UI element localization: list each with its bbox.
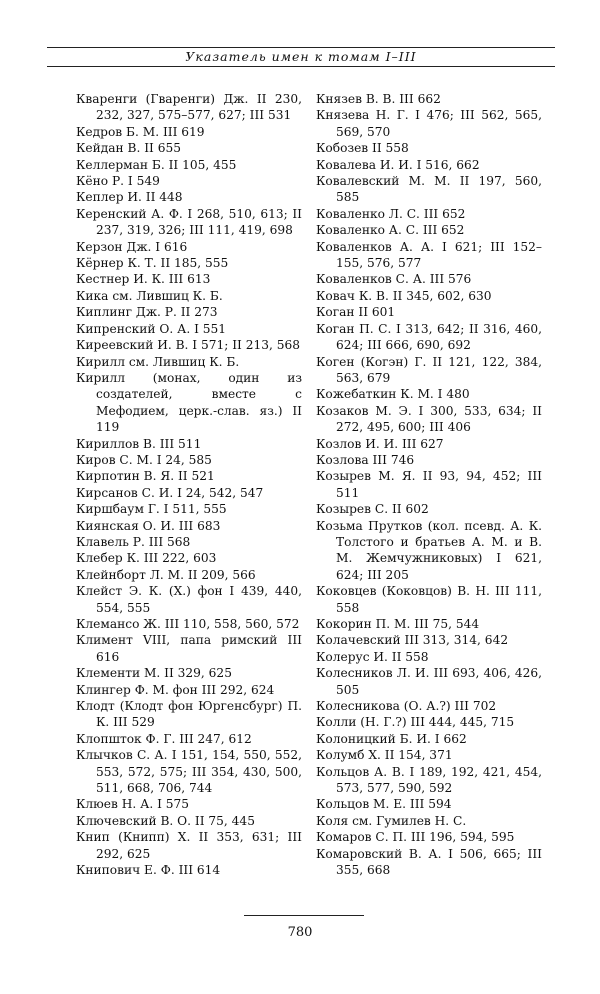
- index-entry: Киров С. М. I 24, 585: [76, 452, 212, 467]
- index-entry: Книпович Е. Ф. III 614: [76, 863, 221, 878]
- index-entry: Коган П. С. I 313, 642; II 316, 460, 624; III 666, 690, 692: [316, 321, 542, 353]
- index-entry: Клингер Ф. М. фон III 292, 624: [76, 682, 275, 697]
- running-head: [47, 48, 555, 66]
- index-entry: Ковалева И. И. I 516, 662: [316, 157, 480, 172]
- index-entry: Коган II 601: [316, 305, 396, 320]
- index-entry: Колесников Л. И. III 693, 406, 426, 505: [316, 666, 542, 697]
- index-entry: Кёно Р. I 549: [76, 174, 160, 189]
- index-entry: Козлов И. И. III 627: [316, 436, 444, 451]
- index-entry: Козаков М. Э. I 300, 533, 634; II 272, 495, 600; III 406: [316, 403, 542, 435]
- index-entry: Кирилл (монах, один из создателей, вместе с Мефодием, церк.-слав. яз.) II 119: [76, 370, 302, 435]
- index-entry: Ковач К. В. II 345, 602, 630: [316, 288, 492, 303]
- index-entry: Клейнборт Л. М. II 209, 566: [76, 567, 256, 582]
- index-entry: Кириллов В. III 511: [76, 436, 202, 451]
- footer-rule: [244, 915, 364, 916]
- index-entry: Колумб Х. II 154, 371: [316, 748, 453, 763]
- index-entry: Козлова III 746: [316, 452, 415, 467]
- index-entry: Кёрнер К. Т. II 185, 555: [76, 256, 229, 271]
- index-entry: Клычков С. А. I 151, 154, 550, 552, 553, 572, 575; III 354, 430, 500, 511, 668, 706, 744: [76, 748, 302, 796]
- index-entry: Климент VIII, папа римский III 616: [76, 633, 302, 664]
- running-head-title: Указатель имен к томам I–III: [177, 49, 424, 64]
- index-entry: Кобозев II 558: [316, 141, 409, 156]
- index-entry: Клейст Э. К. (Х.) фон I 439, 440, 554, 555: [76, 584, 302, 615]
- index-entry: Кольцов М. Е. III 594: [316, 797, 452, 812]
- index-entry: Киянская О. И. III 683: [76, 518, 221, 533]
- index-entry: Князева Н. Г. I 476; III 562, 565, 569, 570: [316, 108, 542, 139]
- index-entry: Киплинг Дж. Р. II 273: [76, 305, 218, 320]
- index-entry: Коген (Когэн) Г. II 121, 122, 384, 563, 679: [316, 354, 542, 385]
- index-entry: Клодт (Клодт фон Юргенсбург) П. К. III 529: [76, 699, 302, 730]
- index-entry: Князев В. В. III 662: [316, 92, 441, 106]
- index-entry: Комаровский В. А. I 506, 665; III 355, 668: [316, 846, 542, 878]
- index-entry: Клопшток Ф. Г. III 247, 612: [76, 731, 252, 746]
- index-entry: Коваленков С. А. III 576: [316, 272, 472, 287]
- index-entry: Книп (Книпп) Х. II 353, 631; III 292, 625: [76, 830, 302, 861]
- index-entry: Колли (Н. Г.?) III 444, 445, 715: [316, 715, 515, 730]
- index-entry: Козьма Прутков (кол. псевд. А. К. Толстого и братьев А. М. и В. М. Жемчужниковых) I 621, 624; III 205: [316, 518, 542, 582]
- index-entry: Кирпотин В. Я. II 521: [76, 469, 215, 484]
- index-entry: Колесникова (О. А.?) III 702: [316, 699, 497, 714]
- index-entry: Кирилл см. Лившиц К. Б.: [76, 354, 240, 369]
- index-entry: Кика см. Лившиц К. Б.: [76, 288, 223, 303]
- index-entry: Коковцев (Коковцов) В. Н. III 111, 558: [316, 584, 542, 615]
- header-rule-bottom: [47, 66, 555, 67]
- index-entry: Кольцов А. В. I 189, 192, 421, 454, 573, 577, 590, 592: [316, 764, 542, 796]
- index-entry: Келлерман Б. II 105, 455: [76, 157, 237, 172]
- index-entry: Кокорин П. М. III 75, 544: [316, 617, 480, 631]
- index-entry: Кедров Б. М. III 619: [76, 124, 205, 139]
- index-entry: Колачевский III 313, 314, 642: [316, 633, 509, 648]
- index-entry: Керенский А. Ф. I 268, 510, 613; II 237, 319, 326; III 111, 419, 698: [76, 206, 302, 238]
- index-entry: Кестнер И. К. III 613: [76, 272, 211, 287]
- index-column-left: [76, 91, 302, 879]
- index-entry: Клавель Р. III 568: [76, 534, 191, 549]
- index-entry: Кирсанов С. И. I 24, 542, 547: [76, 485, 264, 500]
- index-entry: Кипренский О. А. I 551: [76, 321, 227, 336]
- index-entry: Кожебаткин К. М. I 480: [316, 387, 470, 402]
- index-entry: Клементи М. II 329, 625: [76, 666, 232, 681]
- index-entry: Кейдан В. II 655: [76, 141, 182, 156]
- index-entry: Коваленков А. А. I 621; III 152–155, 576, 577: [316, 239, 542, 271]
- index-entry: Клебер К. III 222, 603: [76, 551, 217, 566]
- index-entry: Козырев С. II 602: [316, 502, 429, 517]
- index-entry: Колоницкий Б. И. I 662: [316, 731, 467, 746]
- index-entry: Керзон Дж. I 616: [76, 239, 188, 254]
- index-entry: Клюев Н. А. I 575: [76, 797, 190, 812]
- index-entry: Ковалевский М. М. II 197, 560, 585: [316, 174, 542, 205]
- index-entry: Киреевский И. В. I 571; II 213, 568: [76, 338, 300, 353]
- page-number: 780: [287, 925, 313, 940]
- index-entry: Киршбаум Г. I 511, 555: [76, 502, 227, 517]
- index-entry: Ключевский В. О. II 75, 445: [76, 813, 255, 828]
- index-entry: Клемансо Ж. III 110, 558, 560, 572: [76, 617, 300, 631]
- index-entry: Коваленко Л. С. III 652: [316, 206, 466, 221]
- index-entry: Колерус И. II 558: [316, 649, 429, 664]
- index-entry: Коваленко А. С. III 652: [316, 223, 465, 238]
- index-entry: Кваренги (Гваренги) Дж. II 230, 232, 327, 575–577, 627; III 531: [76, 92, 302, 123]
- index-entry: Козырев М. Я. II 93, 94, 452; III 511: [316, 469, 542, 500]
- index-entry: Комаров С. П. III 196, 594, 595: [316, 830, 515, 845]
- index-entry: Кеплер И. II 448: [76, 190, 183, 205]
- index-entry: Коля см. Гумилев Н. С.: [316, 813, 467, 828]
- index-column-right: [316, 91, 542, 879]
